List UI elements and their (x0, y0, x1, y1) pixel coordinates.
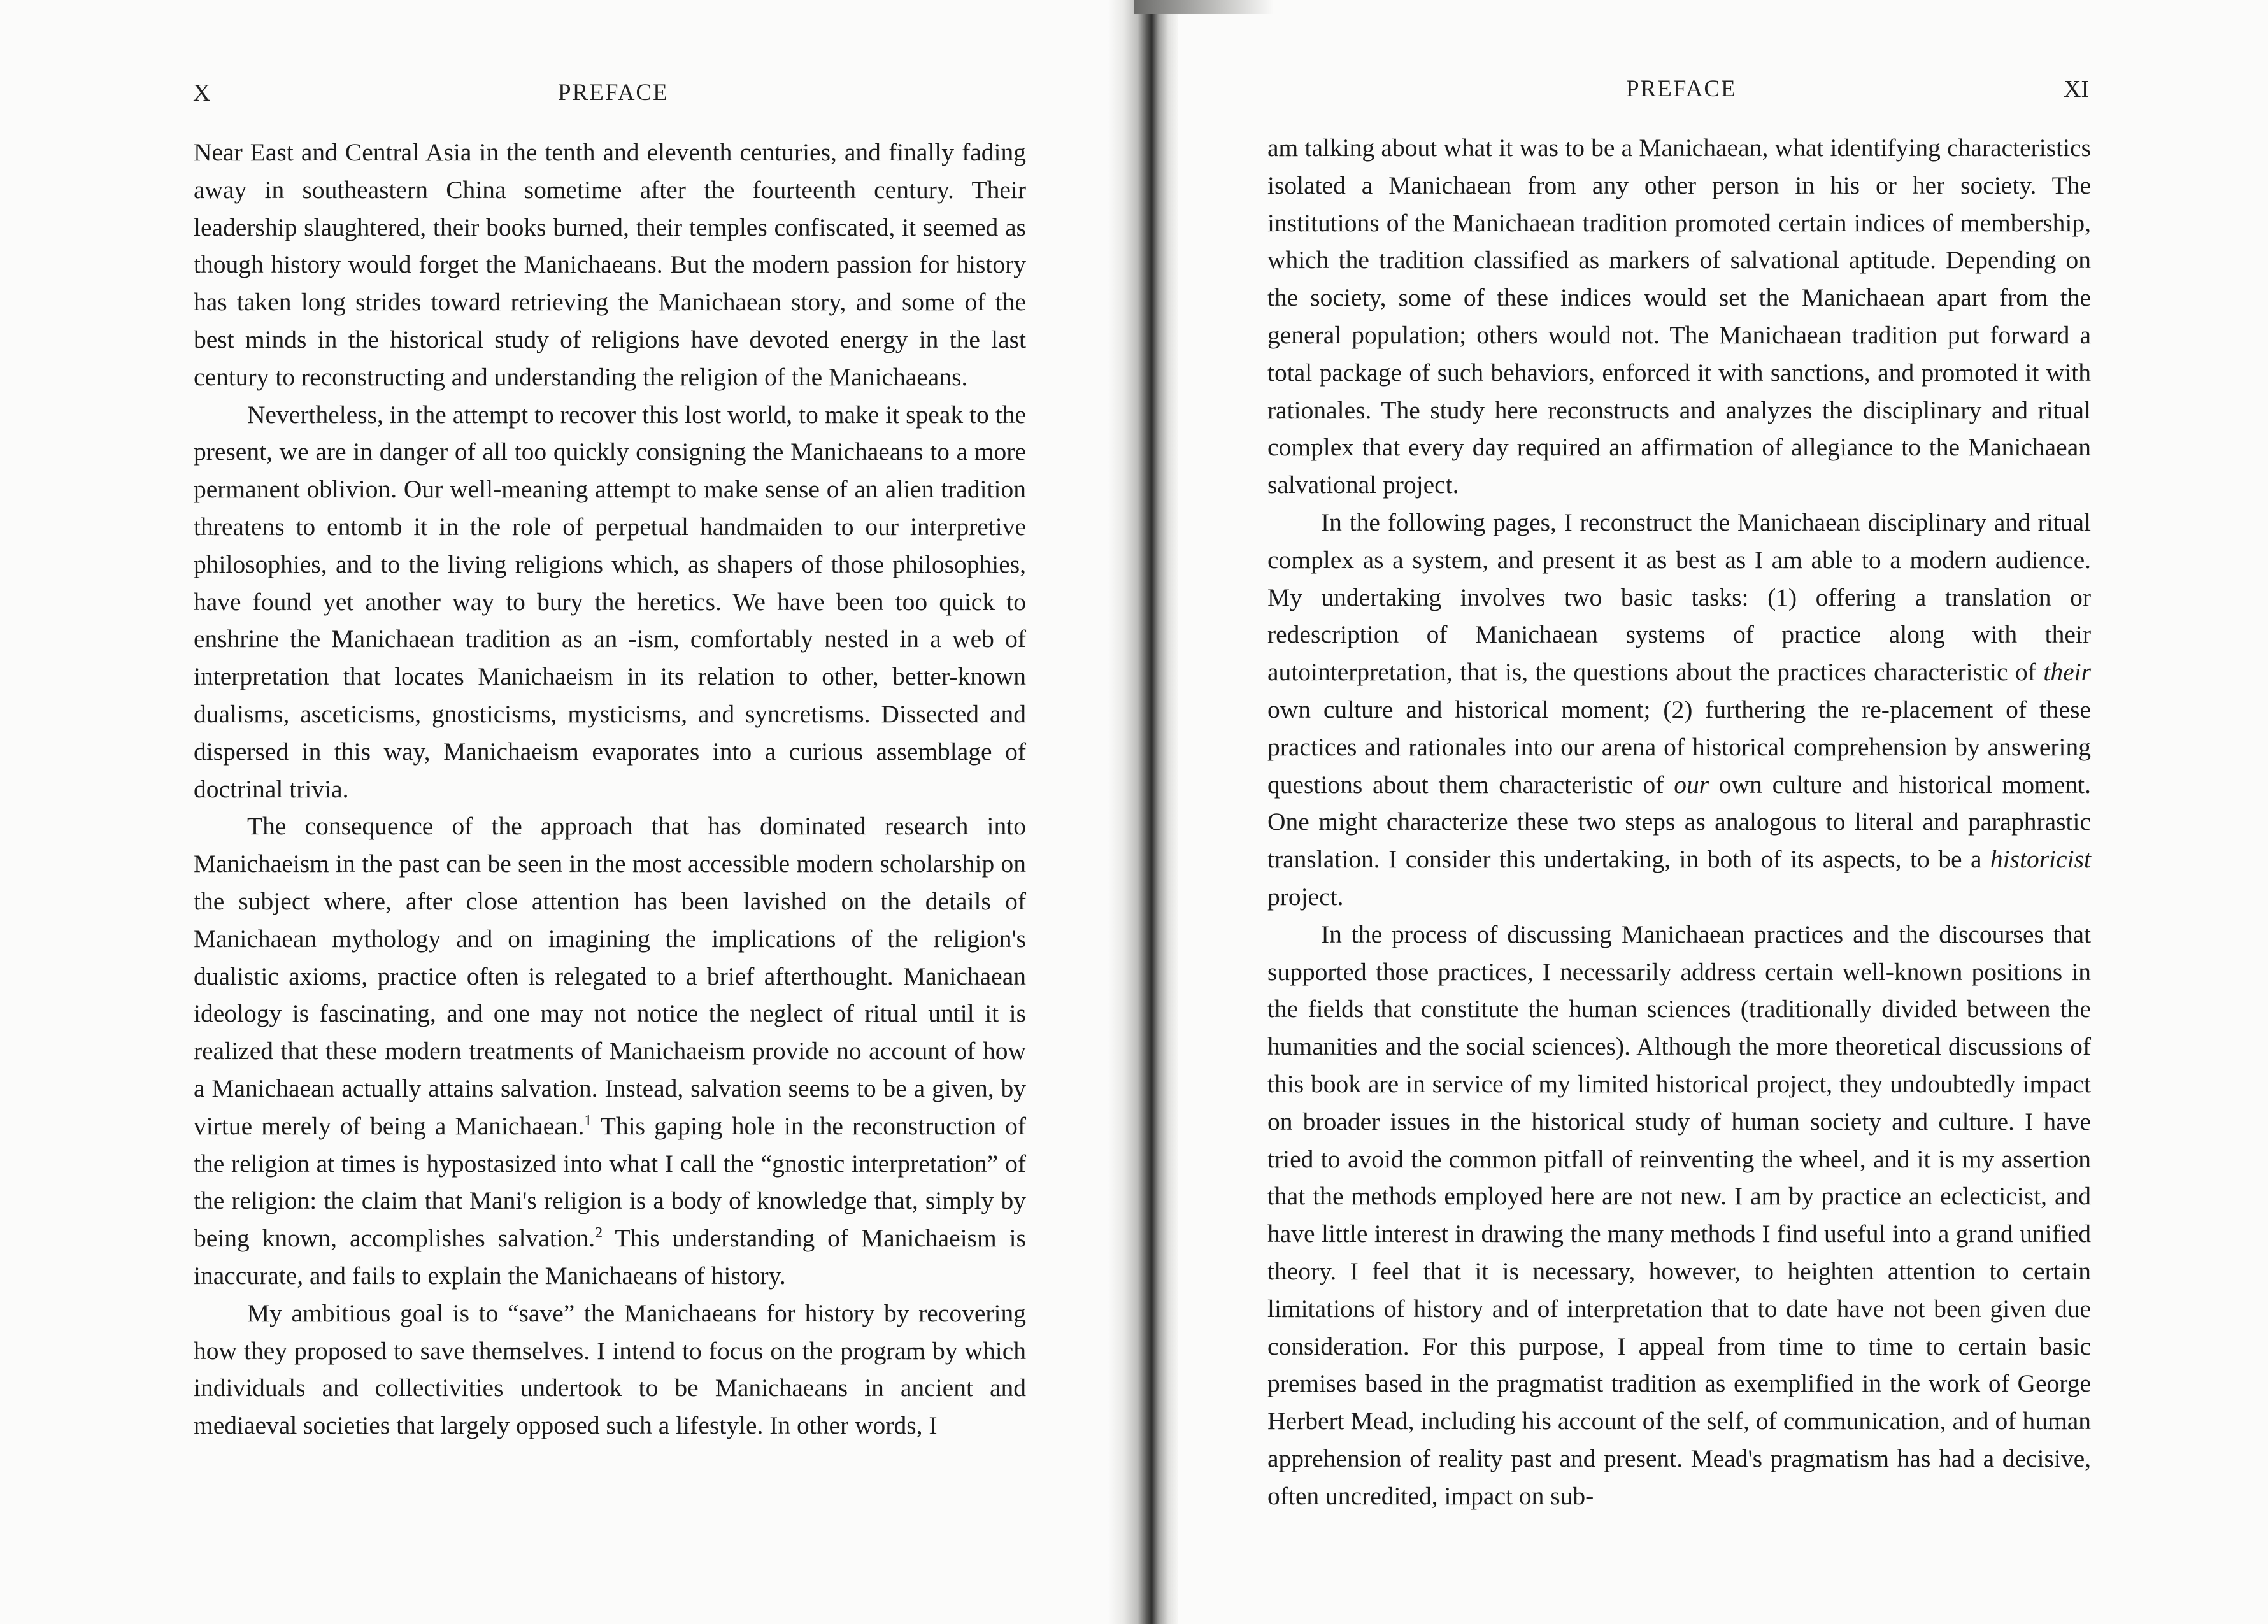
right-text-block (1267, 129, 2091, 1514)
paragraph-text: This gaping hole in the reconstruction of the religion at times is hypostasized into what I call the “gnostic interpretation” of the religion: the claim that Mani's religion is a body of knowledge that, simply by being known, accomplishes salvation. (194, 1111, 1027, 1253)
right-paragraph-2 (1267, 504, 2091, 916)
page-number-left: X (193, 80, 211, 106)
right-paragraph-3: In the process of discussing Manichaean practices and the discourses that supported those practices, I necessarily address certain well-known positions in the fields that constitute the human sciences (traditionally divided between the humanities and the social sciences). Although the more theoretical discussions of this book are in service of my limited historical project, they undoubtedly impact on broader issues in the historical study of human society and culture. I have tried to avoid the common pitfall of reinventing the wheel, and it is my assertion that the methods employed here are not new. I am by practice an eclecticist, and have little interest in drawing the many methods I find useful into a grand unified theory. I feel that it is necessary, however, to heighten attention to certain limitations of history and of interpretation that to date have not been given due consideration. For this purpose, I appeal from time to time to certain basic premises based in the pragmatist tradition as exemplified in the work of George Herbert Mead, including his account of the self, of communication, and of human apprehension of reality past and present. Mead's pragmatism has had a decisive, often uncredited, impact on sub- (1267, 920, 2091, 1510)
emphasis-historicist: historicist (1990, 845, 2091, 874)
paragraph-text: This understanding of Manichaeism is inaccurate, and fails to explain the Manichaeans of history. (194, 1224, 1027, 1290)
emphasis-our: our (1674, 770, 1709, 799)
footnote-ref-1[interactable]: 1 (584, 1112, 592, 1129)
left-paragraph-3 (194, 808, 1026, 1294)
running-head-left: PREFACE (558, 80, 669, 106)
right-page (1146, 0, 2268, 1624)
left-paragraph-2: Nevertheless, in the attempt to recover this lost world, to make it speak to the present, we are in danger of all too quickly consigning the Manichaeans to a more permanent oblivion. Our well-meaning attempt to make sense of an alien tradition threatens to entomb it in the role of perpetual handmaiden to our interpretive philosophies, and to the living religions which, as shapers of those philosophies, have found yet another way to bury the heretics. We have been too quick to enshrine the Manichaean tradition as an -ism, comfortably nested in a web of interpretation that locates Manichaeism in its relation to other, better-known dualisms, asceticisms, gnosticisms, mysticisms, and syncretisms. Dissected and dispersed in this way, Manichaeism evaporates into a curious assemblage of doctrinal trivia. (194, 400, 1026, 803)
running-head-right: PREFACE (1626, 76, 1737, 102)
paragraph-text: In the following pages, I reconstruct the Manichaean disciplinary and ritual complex as a system, and present it as best as I am able to a modern audience. My undertaking involves two basic tasks: (1) offering a translation or redescription of Manichaean systems of practice along with their autointerpretation, that is, the questions about the practices characteristic of (1267, 508, 2091, 687)
paragraph-text: The consequence of the approach that has dominated research into Manichaeism in the past can be seen in the most accessible modern scholarship on the subject where, after close attention has been lavished on the details of Manichaean mythology and on imagining the implications of the religion's dualistic axioms, practice often is relegated to a brief afterthought. Manichaean ideology is fascinating, and one may not notice the neglect of ritual until it is realized that these modern treatments of Manichaeism provide no account of how a Manichaean actually attains salvation. Instead, salvation seems to be a given, by virtue merely of being a Manichaean. (194, 812, 1026, 1140)
page-number-right: XI (2064, 76, 2090, 103)
emphasis-their: their (2043, 658, 2091, 687)
left-page (0, 0, 1121, 1624)
left-text-block (194, 134, 1026, 1444)
footnote-ref-2[interactable]: 2 (595, 1224, 603, 1241)
paragraph-text: own culture and historical moment; (2) furthering the re-placement of these practices and rationales into our arena of historical comprehension by answering questions about them characteristic of (1267, 695, 2091, 799)
left-paragraph-4: My ambitious goal is to “save” the Manichaeans for history by recovering how they proposed to save themselves. I intend to focus on the program by which individuals and collectivities undertook to be Manichaeans in ancient and mediaeval societies that largely opposed such a lifestyle. In other words, I (194, 1299, 1026, 1440)
right-paragraph-1: am talking about what it was to be a Manichaean, what identifying characteristics isolated a Manichaean from any other person in his or her society. The institutions of the Manichaean tradition promoted certain indices of membership, which the tradition classified as markers of salvational aptitude. Depending on the society, some of these indices would set the Manichaean apart from the general population; others would not. The Manichaean tradition put forward a total package of such behaviors, enforced it with sanctions, and promoted it with rationales. The study here reconstructs and analyzes the disciplinary and ritual complex that every day required an affirmation of allegiance to the Manichaean salvational project. (1267, 134, 2091, 499)
paragraph-text: own culture and historical moment. One might characterize these two steps as analogous to literal and paraphrastic translation. I consider this undertaking, in both of its aspects, to be a (1267, 770, 2091, 874)
paragraph-text: project. (1267, 882, 1344, 911)
left-paragraph-1: Near East and Central Asia in the tenth and eleventh centuries, and finally fading away in southeastern China sometime after the fourteenth century. Their leadership slaughtered, their books burned, their temples confiscated, it seemed as though history would forget the Manichaeans. But the modern passion for history has taken long strides toward retrieving the Manichaean story, and some of the best minds in the historical study of religions have devoted energy in the last century to reconstructing and understanding the religion of the Manichaeans. (194, 138, 1026, 391)
